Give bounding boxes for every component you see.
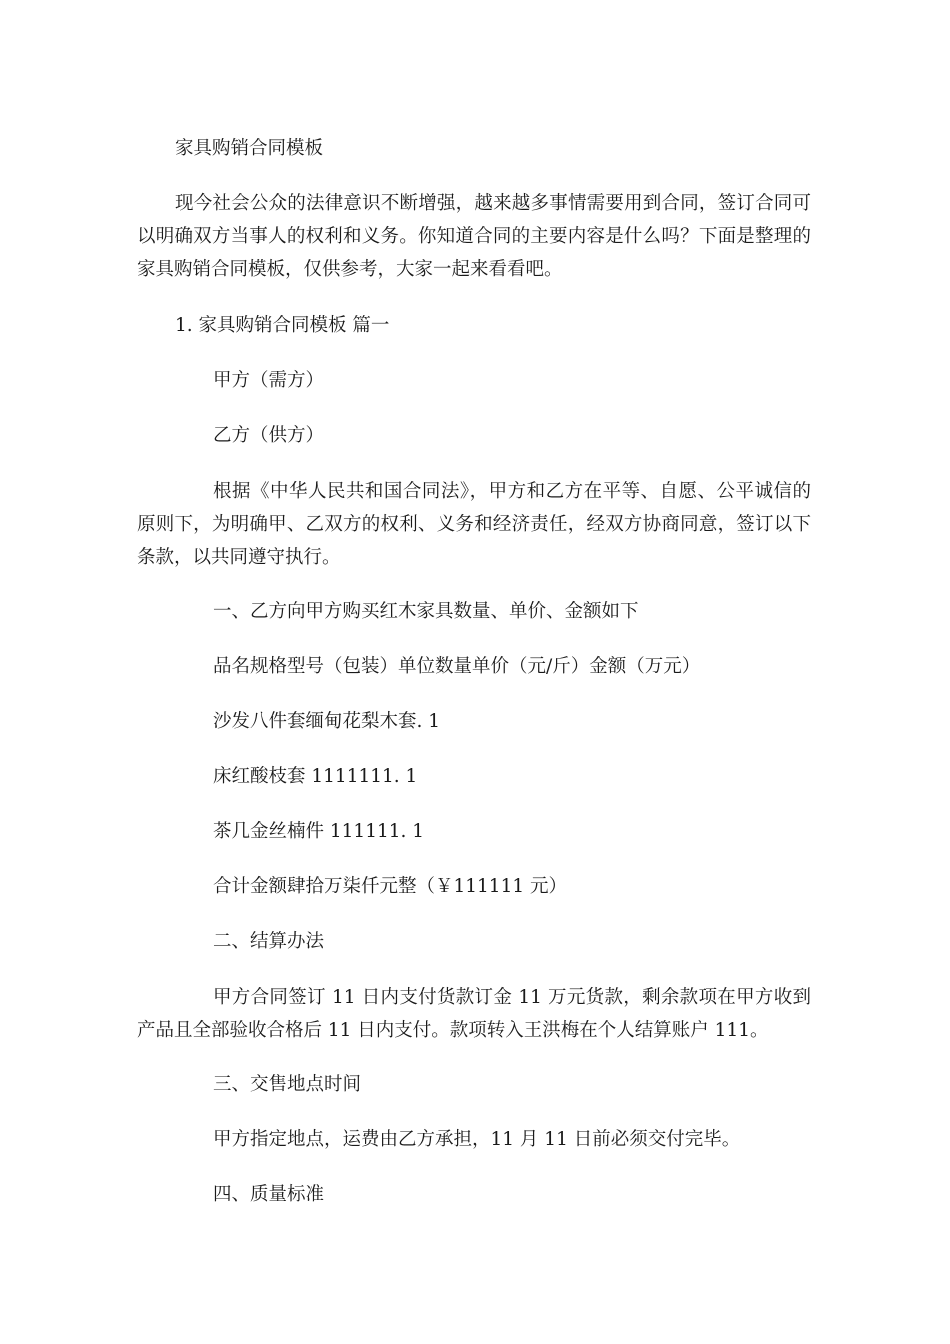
section-heading: 1. 家具购销合同模板 篇一	[175, 315, 390, 336]
clause-1-heading: 一、乙方向甲方购买红木家具数量、单价、金额如下	[213, 601, 639, 622]
clause-3-heading: 三、交售地点时间	[213, 1074, 362, 1095]
item-line-tea-table: 茶几金丝楠件 111111. 1	[213, 821, 425, 842]
item-line-bed: 床红酸枝套 1111111. 1	[213, 766, 418, 787]
clause-2-body: 甲方合同签订 11 日内支付货款订金 11 万元货款，剩余款项在甲方收到产品且全部验收合格后 11 日内支付。款项转入王洪梅在个人结算账户 111。	[137, 987, 811, 1041]
intro-paragraph: 现今社会公众的法律意识不断增强，越来越多事情需要用到合同，签订合同可以明确双方当事人的权利和义务。你知道合同的主要内容是什么吗？下面是整理的家具购销合同模板，仅供参考，大家一起来看看吧。	[137, 193, 811, 280]
item-line-sofa: 沙发八件套缅甸花梨木套. 1	[213, 711, 441, 732]
document-title: 家具购销合同模板	[175, 138, 324, 159]
total-amount-line: 合计金额肆拾万柒仟元整（￥111111 元）	[213, 876, 568, 897]
clause-4-heading: 四、质量标准	[213, 1184, 325, 1205]
party-b-label: 乙方（供方）	[213, 425, 325, 446]
clause-3-body: 甲方指定地点，运费由乙方承担，11 月 11 日前必须交付完毕。	[213, 1129, 741, 1150]
party-a-label: 甲方（需方）	[213, 370, 325, 391]
clause-2-heading: 二、结算办法	[213, 931, 325, 952]
preamble-paragraph: 根据《中华人民共和国合同法》，甲方和乙方在平等、自愿、公平诚信的原则下，为明确甲、乙双方的权利、义务和经济责任，经双方协商同意，签订以下条款，以共同遵守执行。	[137, 481, 811, 568]
table-header-line: 品名规格型号（包装）单位数量单价（元/斤）金额（万元）	[213, 656, 701, 677]
